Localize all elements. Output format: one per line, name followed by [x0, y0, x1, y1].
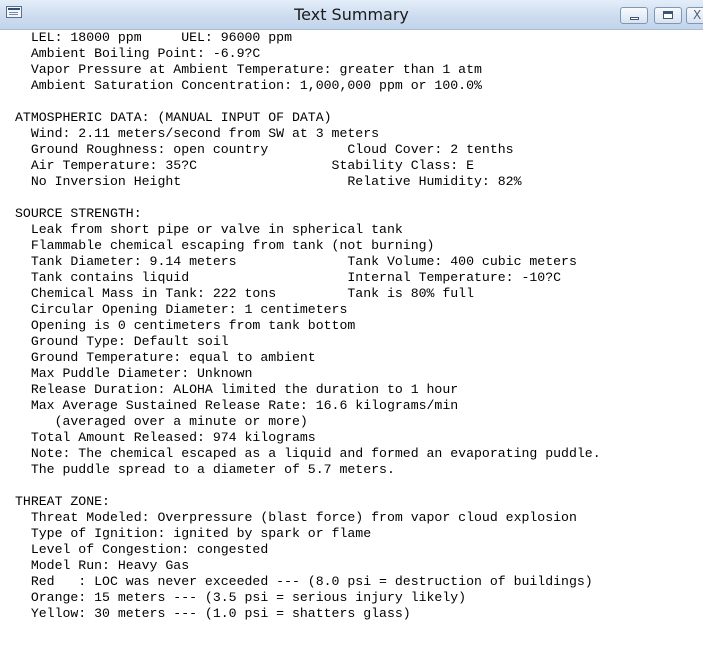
title-bar[interactable] [0, 0, 703, 30]
minimize-button[interactable] [620, 7, 648, 24]
summary-line: Level of Congestion: congested [15, 542, 269, 557]
summary-line: Tank contains liquid Internal Temperature: -10?C [15, 270, 562, 285]
summary-line: Ambient Saturation Concentration: 1,000,000 ppm or 100.0% [15, 78, 482, 93]
summary-line: No Inversion Height Relative Humidity: 82% [15, 174, 522, 189]
summary-line: Opening is 0 centimeters from tank bottom [15, 318, 356, 333]
window-title: Text Summary [294, 5, 409, 24]
summary-line: Ground Type: Default soil [15, 334, 229, 349]
summary-line: Max Puddle Diameter: Unknown [15, 366, 253, 381]
summary-line: Wind: 2.11 meters/second from SW at 3 meters [15, 126, 380, 141]
summary-line: Ground Temperature: equal to ambient [15, 350, 316, 365]
summary-line: Release Duration: ALOHA limited the duration to 1 hour [15, 382, 459, 397]
summary-line: Threat Modeled: Overpressure (blast force) from vapor cloud explosion [15, 510, 577, 525]
summary-line: SOURCE STRENGTH: [15, 206, 142, 221]
summary-line: Total Amount Released: 974 kilograms [15, 430, 316, 445]
summary-line: Leak from short pipe or valve in spherical tank [15, 222, 403, 237]
summary-line: Chemical Mass in Tank: 222 tons Tank is 80% full [15, 286, 474, 301]
minimize-icon [630, 17, 639, 20]
summary-line: Model Run: Heavy Gas [15, 558, 190, 573]
summary-line: Orange: 15 meters --- (3.5 psi = serious injury likely) [15, 590, 467, 605]
summary-line: Air Temperature: 35?C Stability Class: E [15, 158, 474, 173]
summary-line: ATMOSPHERIC DATA: (MANUAL INPUT OF DATA) [15, 110, 332, 125]
maximize-icon [663, 11, 673, 19]
close-icon: X [693, 8, 702, 22]
summary-line: Circular Opening Diameter: 1 centimeters [15, 302, 348, 317]
summary-line: Max Average Sustained Release Rate: 16.6 kilograms/min [15, 398, 459, 413]
summary-line: Ground Roughness: open country Cloud Cover: 2 tenths [15, 142, 514, 157]
summary-text-area[interactable] [0, 29, 703, 658]
summary-line: Ambient Boiling Point: -6.9?C [15, 46, 261, 61]
summary-line: Yellow: 30 meters --- (1.0 psi = shatters glass) [15, 606, 411, 621]
summary-line: LEL: 18000 ppm UEL: 96000 ppm [15, 30, 292, 45]
summary-line: Red : LOC was never exceeded --- (8.0 psi = destruction of buildings) [15, 574, 593, 589]
summary-line: The puddle spread to a diameter of 5.7 meters. [15, 462, 395, 477]
summary-line: Tank Diameter: 9.14 meters Tank Volume: 400 cubic meters [15, 254, 577, 269]
summary-line: (averaged over a minute or more) [15, 414, 308, 429]
summary-line: THREAT ZONE: [15, 494, 110, 509]
summary-line: Note: The chemical escaped as a liquid and formed an evaporating puddle. [15, 446, 601, 461]
summary-line: Type of Ignition: ignited by spark or flame [15, 526, 372, 541]
maximize-button[interactable] [654, 7, 682, 24]
summary-line: Flammable chemical escaping from tank (not burning) [15, 238, 435, 253]
close-button[interactable] [686, 7, 703, 24]
summary-line: Vapor Pressure at Ambient Temperature: greater than 1 atm [15, 62, 482, 77]
